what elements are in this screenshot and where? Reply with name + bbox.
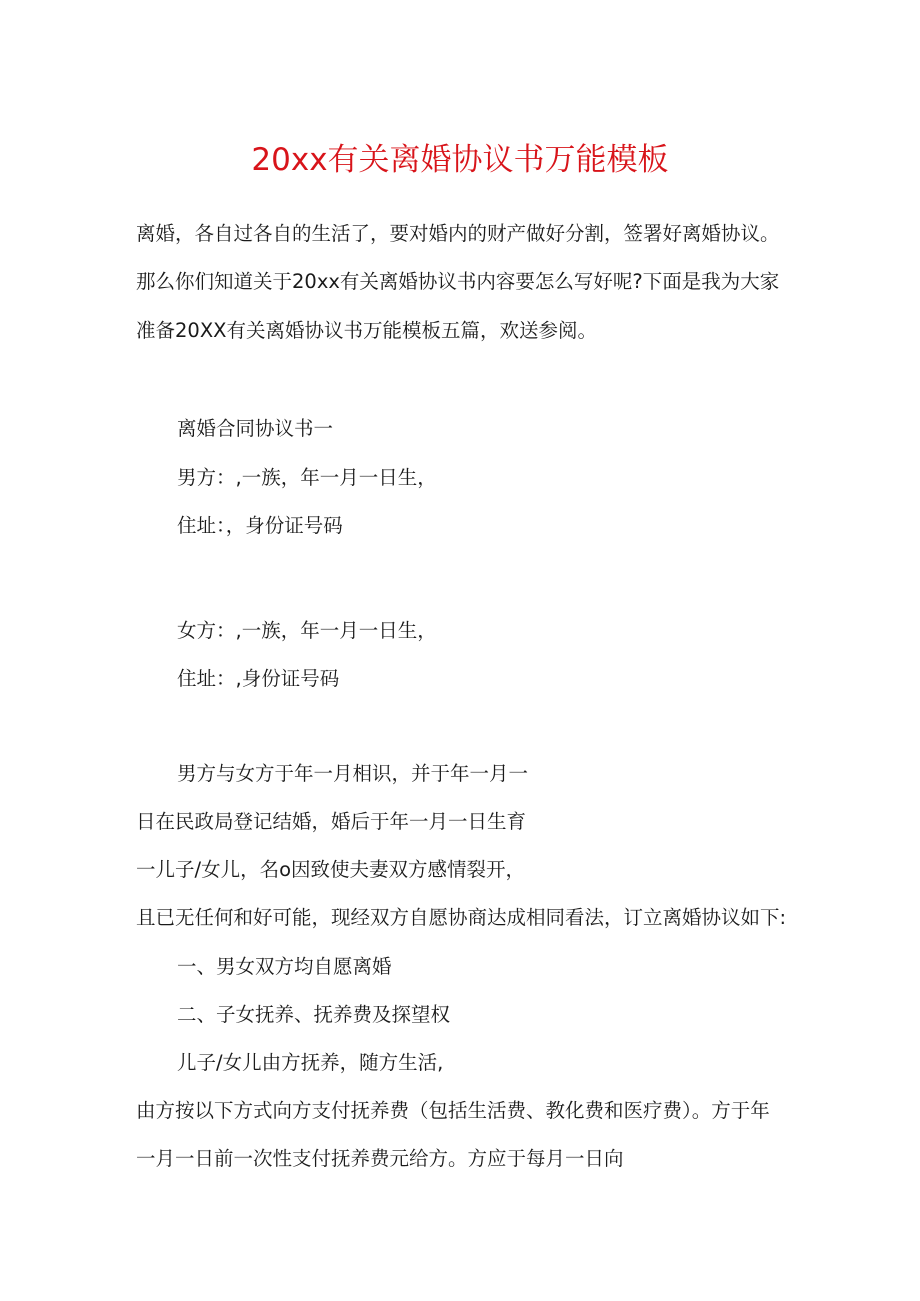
body-line: 一月一日前一次性支付抚养费元给方。方应于每月一日向 (136, 1147, 624, 1170)
body-line: 且已无任何和好可能，现经双方自愿协商达成相同看法，订立离婚协议如下: (136, 906, 787, 929)
body-line: 日在民政局登记结婚，婚后于年一月一日生育 (136, 810, 527, 833)
body-line: 儿子/女儿由方抚养，随方生活, (177, 1051, 444, 1074)
body-line: 男方与女方于年一月相识，并于年一月一 (177, 762, 529, 785)
document-title: 20xx有关离婚协议书万能模板 (251, 142, 669, 178)
intro-line-3: 准备20XX有关离婚协议书万能模板五篇，欢送参阅。 (136, 319, 598, 342)
body-line: 由方按以下方式向方支付抚养费（包括生活费、教化费和医疗费）。方于年 (136, 1099, 770, 1122)
intro-line-2: 那么你们知道关于20xx有关离婚协议书内容要怎么写好呢?下面是我为大家 (136, 270, 780, 293)
clause-heading-2: 二、子女抚养、抚养费及探望权 (177, 1003, 451, 1026)
intro-line-1: 离婚，各自过各自的生活了，要对婚内的财产做好分割，签署好离婚协议。 (136, 222, 780, 245)
female-address-line: 住址：,身份证号码 (177, 667, 340, 690)
body-line: 一儿子/女儿，名o因致使夫妻双方感情裂开， (136, 858, 526, 881)
section-heading: 离婚合同协议书一 (177, 417, 334, 440)
clause-heading-1: 一、男女双方均自愿离婚 (177, 955, 392, 978)
male-party-line: 男方：,一族，年一月一日生， (177, 466, 437, 489)
female-party-line: 女方：,一族，年一月一日生， (177, 619, 437, 642)
male-address-line: 住址：，身份证号码 (177, 514, 343, 537)
